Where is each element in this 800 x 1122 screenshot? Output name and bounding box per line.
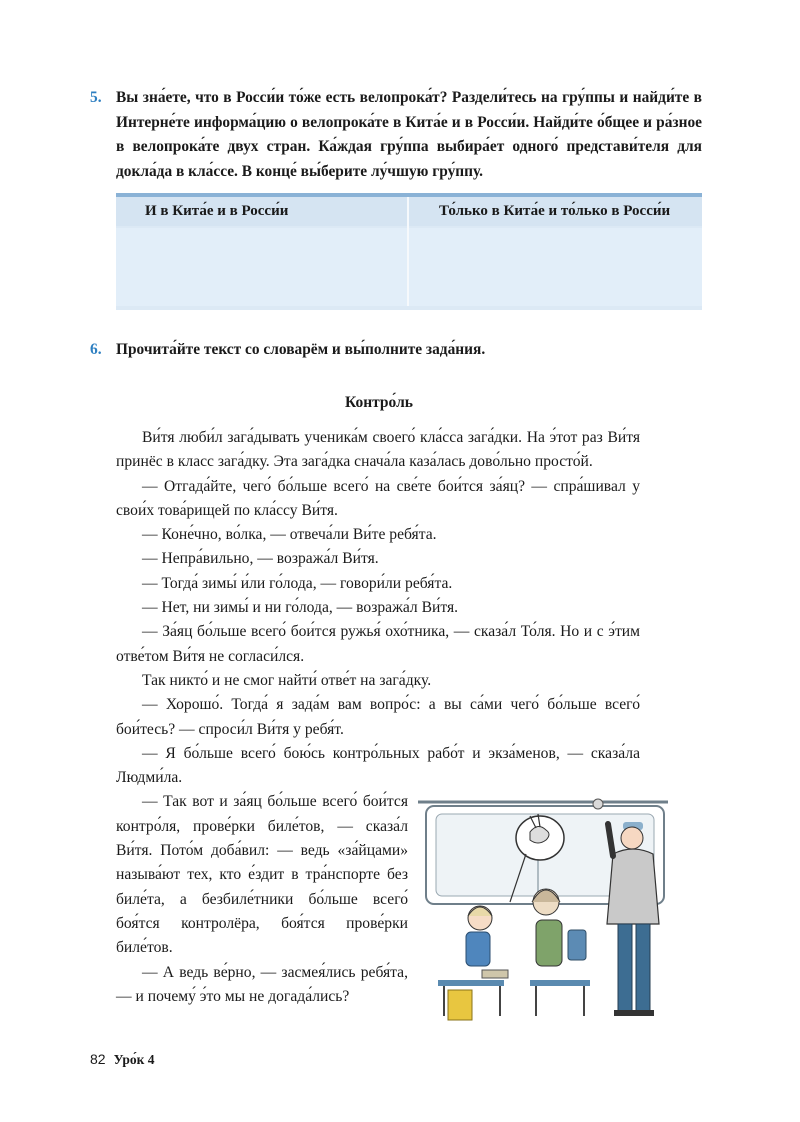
page-footer: [90, 1050, 155, 1070]
story-paragraph: — Нет, ни зимы́ и ни го́лода, — возража́л Ви́тя.: [142, 599, 459, 617]
table-header-both: И в Кита́е и в Росси́и: [145, 203, 289, 219]
table-header-only: То́лько в Кита́е и то́лько в Росси́и: [439, 203, 671, 219]
story-paragraph: — Непра́вильно, — возража́л Ви́тя.: [142, 550, 379, 568]
story-paragraph: — Так вот и за́яц бо́льше всего́ бои́тся контро́ля, прове́рки биле́тов, — сказа́л Ви́тя. Пото́м доба́вил: — ведь «за́йцами» называ́ют тех, кто е́здит в тра́нспорте без биле́та, а безбиле́тники бо́льше всего́ боя́тся контролёра, боя́тся прове́рки биле́тов.: [116, 793, 408, 957]
story-paragraph: — Тогда́ зимы́ и́ли го́лода, — говори́ли ребя́та.: [142, 574, 453, 592]
comparison-table: [116, 193, 702, 310]
boy-figure: [438, 906, 508, 1020]
story-paragraph: — Я бо́льше всего́ бою́сь контро́льных рабо́т и экза́менов, — сказа́ла Людми́ла.: [116, 744, 640, 787]
girl-figure: [530, 889, 590, 1016]
story-title: Контро́ль: [344, 394, 413, 411]
table-cell-only[interactable]: [409, 228, 702, 306]
page-number: 82: [90, 1051, 106, 1067]
story-paragraph: — А ведь ве́рно, — засмея́лись ребя́та, — и почему́ э́то мы не догада́лись?: [116, 963, 408, 1005]
task-6: [90, 338, 702, 363]
story-paragraph: Ви́тя люби́л зага́дывать ученика́м своего́ кла́сса зага́дки. На э́тот раз Ви́тя принёс в класс зага́дку. Эта зага́дка снача́ла каза́лась дово́льно просто́й.: [116, 429, 640, 471]
story-paragraph: — Хорошо́. Тогда́ я зада́м вам вопро́с: а вы са́ми чего́ бо́льше всего́ бои́тесь? — спроси́л Ви́тя у ребя́т.: [116, 696, 640, 738]
story-paragraph: — За́яц бо́льше всего́ бои́тся ружья́ охо́тника, — сказа́л То́ля. Но и с э́тим отве́том Ви́тя не согласи́лся.: [116, 623, 640, 665]
story-paragraph: — Отгада́йте, чего́ бо́льше всего́ на све́те бои́тся за́яц? — спра́шивал у свои́х това́рищей по кла́ссу Ви́тя.: [116, 477, 640, 519]
table-cell-both[interactable]: [116, 228, 407, 306]
story-paragraph: Так никто́ и не смог найти́ отве́т на зага́дку.: [142, 671, 432, 689]
task-number: 5.: [90, 89, 102, 106]
task-5: [90, 86, 702, 184]
illustration-bus-scene: [418, 794, 668, 1030]
lesson-label: Уро́к 4: [113, 1052, 155, 1067]
task-number: 6.: [90, 341, 102, 358]
story-paragraph: — Коне́чно, во́лка, — отвеча́ли Ви́те ребя́та.: [142, 526, 437, 544]
task-instruction: Вы зна́ете, что в Росси́и то́же есть велопрока́т? Раздели́тесь на гру́ппы и найди́те в Интерне́те информа́цию о велопрока́те в Кита́е и в Росси́и. Найди́те о́бщее и ра́зное в велопрока́те двух стран. Ка́ждая гру́ппа выбира́ет одного́ представи́теля для докла́да в кла́ссе. В конце́ вы́берите лу́чшую гру́ппу.: [116, 89, 702, 180]
task-instruction: Прочита́йте текст со словарём и вы́полните зада́ния.: [116, 341, 486, 358]
